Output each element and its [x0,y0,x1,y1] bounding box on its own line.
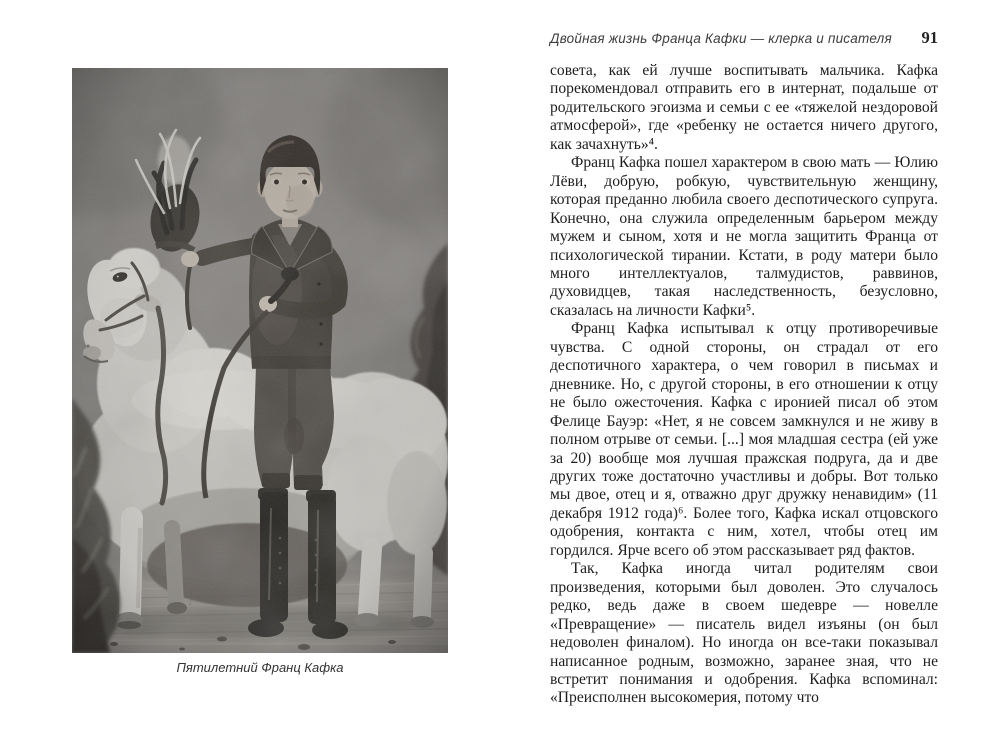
photo-caption: Пятилетний Франц Кафка [176,660,344,675]
paragraph-1: совета, как ей лучше воспитывать мальчика. Кафка порекомендовал отправить его в интернат, подальше от родительского эгоизма и семьи с ее «тяжелой нездоровой атмосферой», где «ребенку не остается ничего другого, как зачахнуть»⁴. [550,62,938,153]
body-text-column [550,62,938,708]
page-number: 91 [921,28,938,47]
figure-kafka-photo [72,68,448,675]
paragraph-3: Франц Кафка испытывал к отцу противоречивые чувства. С одной стороны, он страдал от его деспотичного характера, о чем говорил в письмах и дневнике. Но, с другой стороны, в его отношении к отцу не было ожесточения. Кафка с иронией писал об этом Фелице Бауэр: «Нет, я не совсем замкнулся и не живу в полном отрыве от семьи. [...] моя младшая сестра (ей уже за 20) вообще моя лучшая пражская подруга, да и две других тоже достаточно участливы и добры. Вот только мы двое, отец и я, отважно друг дружку ненавидим» (11 декабря 1912 года)⁶. Более того, Кафка искал отцовского одобрения, контакта с ним, хотел, чтобы отец им гордился. Ярче всего об этом рассказывает ряд фактов. [550,320,938,559]
vignette [72,68,448,653]
photo-franz-kafka-child [72,68,448,653]
photo-illustration [72,68,448,653]
running-head [550,28,938,48]
paragraph-4: Так, Кафка иногда читал родителям свои произведения, которыми был доволен. Это случалось редко, ведь даже в своем шедевре — новелле «Превращение» — писатель видел изъяны (он был недоволен финалом). Но иногда он все-таки показывал написанное родным, возможно, заранее зная, что не встретит понимания и одобрения. Кафка вспоминал: «Преисполнен высокомерия, потому что [550,560,938,707]
running-title: Двойная жизнь Франца Кафки — клерка и писателя [550,31,892,46]
paragraph-2: Франц Кафка пошел характером в свою мать — Юлию Лёви, добрую, робкую, чувствительную женщину, которая преданно любила своего деспотического супруга. Конечно, она служила определенным барьером между мужем и сыном, хотя и не могла защитить Франца от психологической тирании. Кстати, в роду матери было много интеллектуалов, талмудистов, раввинов, духовидцев, такая наследственность, безусловно, сказалась на личности Кафки⁵. [550,154,938,319]
